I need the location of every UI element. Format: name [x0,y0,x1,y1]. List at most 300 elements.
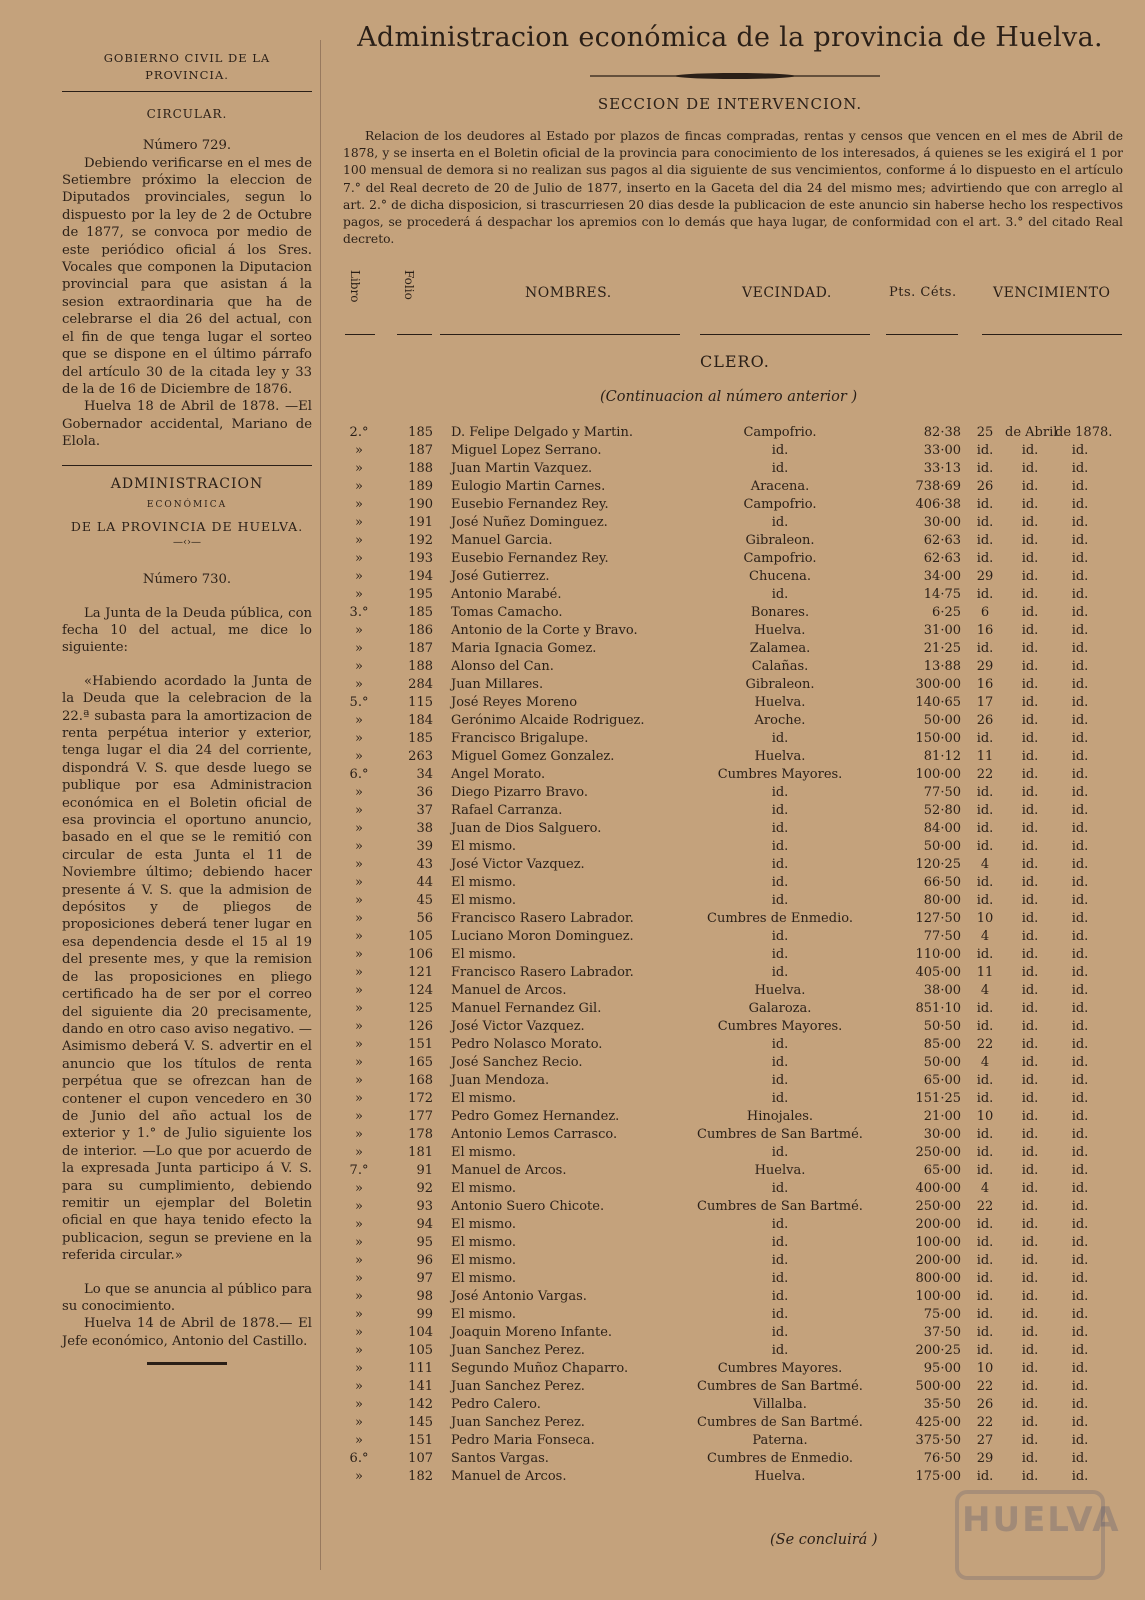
cell-vecindad: id. [771,839,789,854]
table-row [335,1217,1125,1235]
cell-mes: id. [1021,1235,1039,1250]
cell-vecindad: id. [771,1073,789,1088]
cell-ano: id. [1071,1127,1089,1142]
cell-folio: 44 [416,875,433,890]
cell-dia: 26 [976,479,994,494]
cell-pts: 250·00 [915,1199,961,1214]
table-row [335,1073,1125,1091]
cell-libro: » [355,533,363,548]
cell-ano: id. [1071,1343,1089,1358]
cell-libro: » [355,785,363,800]
cell-vecindad: id. [771,731,789,746]
cell-libro: » [355,623,363,638]
cell-nombre: Tomas Camacho. [451,605,563,620]
cell-nombre: Eulogio Martin Carnes. [451,479,606,494]
cell-folio: 194 [408,569,433,584]
cell-vecindad: Bonares. [750,605,810,620]
cell-folio: 172 [408,1091,433,1106]
cell-mes: id. [1021,641,1039,656]
cell-vecindad: Gibraleon. [745,533,815,548]
cell-vecindad: Campofrio. [743,425,817,440]
cell-pts: 14·75 [923,587,961,602]
cell-folio: 168 [408,1073,433,1088]
cell-pts: 200·00 [915,1253,961,1268]
cell-nombre: El mismo. [451,1091,516,1106]
table-row [335,1397,1125,1415]
cell-mes: id. [1021,857,1039,872]
cell-libro: » [355,1361,363,1376]
cell-ano: id. [1071,533,1089,548]
cell-dia: 4 [980,1055,990,1070]
cell-nombre: Juan Sanchez Perez. [451,1343,585,1358]
cell-mes: id. [1021,947,1039,962]
cell-libro: » [355,1469,363,1484]
table-row [335,1037,1125,1055]
cell-libro: » [355,1379,363,1394]
cell-folio: 188 [408,461,433,476]
cell-dia: id. [976,947,994,962]
cell-ano: id. [1071,1019,1089,1034]
category-title: CLERO. [700,352,770,371]
cell-pts: 35·50 [923,1397,961,1412]
cell-libro: » [355,1235,363,1250]
cell-dia: 11 [976,749,994,764]
cell-folio: 185 [408,731,433,746]
cell-libro: » [355,857,363,872]
cell-pts: 81·12 [923,749,961,764]
cell-vecindad: Aroche. [754,713,806,728]
cell-dia: 29 [976,1451,994,1466]
table-row [335,1055,1125,1073]
cell-nombre: Francisco Rasero Labrador. [451,965,634,980]
cell-mes: id. [1021,1451,1039,1466]
cell-ano: id. [1071,1217,1089,1232]
cell-ano: id. [1071,1073,1089,1088]
cell-libro: » [355,677,363,692]
cell-ano: id. [1071,1109,1089,1124]
cell-pts: 50·00 [923,713,961,728]
cell-nombre: El mismo. [451,947,516,962]
cell-ano: id. [1071,587,1089,602]
table-row [335,1163,1125,1181]
cell-libro: » [355,1091,363,1106]
cell-mes: id. [1021,623,1039,638]
cell-folio: 111 [408,1361,433,1376]
cell-ano: id. [1071,1325,1089,1340]
cell-nombre: Manuel de Arcos. [451,983,567,998]
left-end-rule [147,1362,227,1365]
table-row [335,1109,1125,1127]
cell-mes: id. [1021,983,1039,998]
table-row [335,1325,1125,1343]
table-row [335,425,1125,443]
cell-pts: 77·50 [923,785,961,800]
table-row [335,1253,1125,1271]
cell-nombre: Manuel Garcia. [451,533,553,548]
text-730-c: Lo que se anuncia al público para su conocimiento. [62,1281,312,1314]
cell-pts: 62·63 [923,551,961,566]
cell-ano: id. [1071,1091,1089,1106]
cell-nombre: Antonio Marabé. [451,587,562,602]
cell-nombre: Angel Morato. [451,767,546,782]
cell-libro: » [355,1415,363,1430]
cell-folio: 92 [416,1181,433,1196]
cell-pts: 52·80 [923,803,961,818]
cell-pts: 400·00 [915,1181,961,1196]
admin-subtitle-2: DE LA PROVINCIA DE HUELVA. [70,519,304,535]
cell-dia: 4 [980,983,990,998]
left-header-rule [62,91,312,92]
cell-libro: » [355,515,363,530]
cell-folio: 192 [408,533,433,548]
cell-ano: id. [1071,1289,1089,1304]
cell-folio: 188 [408,659,433,674]
cell-dia: id. [976,1001,994,1016]
cell-mes: id. [1021,605,1039,620]
table-row [335,605,1125,623]
cell-mes: id. [1021,1037,1039,1052]
page-title: Administracion económica de la provincia de Huelva. [357,22,1103,53]
cell-nombre: Antonio Lemos Carrasco. [451,1127,618,1142]
cell-nombre: El mismo. [451,1271,516,1286]
cell-vecindad: Campofrio. [743,551,817,566]
cell-ano: id. [1071,569,1089,584]
cell-nombre: Santos Vargas. [451,1451,549,1466]
cell-dia: id. [976,1307,994,1322]
cell-pts: 375·50 [915,1433,961,1448]
table-row [335,875,1125,893]
cell-ano: id. [1071,893,1089,908]
cell-folio: 263 [408,749,433,764]
cell-pts: 62·63 [923,533,961,548]
cell-nombre: Segundo Muñoz Chaparro. [451,1361,629,1376]
cell-vecindad: id. [771,1091,789,1106]
cell-pts: 33·00 [923,443,961,458]
cell-libro: » [355,713,363,728]
header-rule-vencimiento [982,334,1122,335]
table-row [335,641,1125,659]
cell-vecindad: id. [771,1271,789,1286]
table-row [335,785,1125,803]
cell-dia: 29 [976,569,994,584]
cell-ano: de 1878. [1055,425,1113,440]
cell-libro: » [355,641,363,656]
cell-ano: id. [1071,821,1089,836]
cell-libro: » [355,1145,363,1160]
cell-libro: » [355,1397,363,1412]
cell-nombre: José Nuñez Dominguez. [451,515,608,530]
sign-729: Huelva 18 de Abril de 1878. —El Gobernador accidental, Mariano de Elola. [62,399,312,450]
cell-nombre: Diego Pizarro Bravo. [451,785,589,800]
cell-nombre: José Sanchez Recio. [451,1055,583,1070]
watermark-text: HUELVA [962,1500,1121,1540]
cell-pts: 500·00 [915,1379,961,1394]
cell-mes: id. [1021,551,1039,566]
cell-folio: 185 [408,425,433,440]
cell-pts: 151·25 [915,1091,961,1106]
cell-dia: id. [976,731,994,746]
table-row [335,461,1125,479]
cell-nombre: Manuel de Arcos. [451,1163,567,1178]
cell-ano: id. [1071,713,1089,728]
cell-mes: id. [1021,821,1039,836]
cell-nombre: Pedro Calero. [451,1397,541,1412]
circular-title: CIRCULAR. [146,106,228,121]
cell-mes: id. [1021,911,1039,926]
cell-nombre: El mismo. [451,1181,516,1196]
cell-ano: id. [1071,623,1089,638]
cell-pts: 127·50 [915,911,961,926]
cell-dia: id. [976,1289,994,1304]
cell-mes: id. [1021,839,1039,854]
cell-vecindad: Galaroza. [748,1001,812,1016]
cell-pts: 21·00 [923,1109,961,1124]
cell-ano: id. [1071,839,1089,854]
cell-mes: id. [1021,875,1039,890]
cell-mes: id. [1021,1217,1039,1232]
cell-dia: 16 [976,623,994,638]
text-730-b: «Habiendo acordado la Junta de la Deuda que la celebracion de la 22.ª subasta para la amortizacion de renta perpétua interior y exterior, tenga lugar el dia 24 del corriente, dispondrá V. S. que desde luego se publique por esa Administracion económica en el Boletin oficial de esa provincia el oportuno anuncio, basado en el que se le remitió con circular de esta Junta el 11 de Noviembre último; debiendo hacer presente á V. S. que la admision de depósitos y de pliegos de proposiciones deberá tener lugar en esa dependencia desde el 15 al 19 del presente mes, y que la remision de las proposiciones en pliego certificado ha de ser por el correo del siguiente dia 20 precisamente, dando en otro caso aviso negativo. —Asimismo deberá V. S. advertir en el anuncio que los títulos de renta perpétua que se ofrezcan han de contener el cupon vencedero en 30 de Junio del año actual los de exterior y 1.° de Julio siguiente los de interior. —Lo que por acuerdo de la expresada Junta participo á V. S. para su cumplimiento, debiendo remitir un ejemplar del Boletin oficial en que haya tenido efecto la publicacion, segun se previene en la referida circular.» [62,673,312,1264]
cell-nombre: Luciano Moron Dominguez. [451,929,634,944]
cell-pts: 250·00 [915,1145,961,1160]
cell-dia: id. [976,1217,994,1232]
cell-folio: 191 [408,515,433,530]
cell-dia: id. [976,551,994,566]
cell-pts: 65·00 [923,1073,961,1088]
table-row [335,965,1125,983]
cell-vecindad: id. [771,587,789,602]
cell-vecindad: id. [771,1289,789,1304]
cell-ano: id. [1071,1469,1089,1484]
cell-vecindad: id. [771,875,789,890]
footer-note: (Se concluirá ) [770,1532,878,1548]
cell-ano: id. [1071,695,1089,710]
cell-vecindad: Paterna. [752,1433,808,1448]
cell-vecindad: id. [771,947,789,962]
cell-libro: » [355,1433,363,1448]
cell-libro: » [355,803,363,818]
cell-ano: id. [1071,857,1089,872]
cell-mes: id. [1021,1127,1039,1142]
cell-dia: id. [976,893,994,908]
cell-vecindad: id. [771,1325,789,1340]
cell-dia: id. [976,515,994,530]
cell-nombre: Alonso del Can. [451,659,554,674]
cell-libro: » [355,1001,363,1016]
cell-mes: id. [1021,1109,1039,1124]
cell-nombre: Pedro Maria Fonseca. [451,1433,595,1448]
cell-nombre: Juan Millares. [451,677,544,692]
cell-libro: » [355,731,363,746]
cell-pts: 6·25 [932,605,961,620]
cell-pts: 100·00 [915,1235,961,1250]
cell-mes: id. [1021,443,1039,458]
cell-mes: id. [1021,1019,1039,1034]
cell-libro: » [355,1343,363,1358]
cell-dia: id. [976,461,994,476]
cell-dia: id. [976,1325,994,1340]
cell-dia: 22 [976,767,994,782]
cell-ano: id. [1071,515,1089,530]
cell-vecindad: id. [771,1037,789,1052]
cell-mes: id. [1021,767,1039,782]
cell-ano: id. [1071,1397,1089,1412]
table-row [335,893,1125,911]
cell-libro: » [355,821,363,836]
cell-vecindad: id. [771,785,789,800]
header-rule-libro [345,334,375,335]
cell-mes: id. [1021,569,1039,584]
admin-subtitle: ECONÓMICA [146,499,228,510]
cell-dia: id. [976,1235,994,1250]
cell-dia: id. [976,1469,994,1484]
cell-vecindad: Huelva. [754,623,806,638]
cell-nombre: Gerónimo Alcaide Rodriguez. [451,713,645,728]
table-row [335,839,1125,857]
cell-ano: id. [1071,605,1089,620]
cell-dia: id. [976,1343,994,1358]
cell-dia: id. [976,533,994,548]
cell-folio: 125 [408,1001,433,1016]
cell-nombre: Antonio de la Corte y Bravo. [451,623,638,638]
cell-nombre: Juan Mendoza. [451,1073,550,1088]
cell-ano: id. [1071,1451,1089,1466]
cell-ano: id. [1071,1145,1089,1160]
cell-nombre: Joaquin Moreno Infante. [451,1325,613,1340]
cell-folio: 195 [408,587,433,602]
table-row [335,1199,1125,1217]
cell-dia: id. [976,1271,994,1286]
cell-dia: 22 [976,1379,994,1394]
cell-folio: 177 [408,1109,433,1124]
admin-title: ADMINISTRACION [110,475,264,492]
cell-vecindad: id. [771,1055,789,1070]
cell-mes: id. [1021,587,1039,602]
header-nombres: NOMBRES. [525,285,612,301]
cell-vecindad: Aracena. [750,479,810,494]
cell-vecindad: id. [771,929,789,944]
cell-nombre: Juan Sanchez Perez. [451,1379,585,1394]
cell-pts: 110·00 [915,947,961,962]
table-row [335,1091,1125,1109]
cell-folio: 37 [416,803,433,818]
cell-dia: 10 [976,911,994,926]
cell-mes: id. [1021,479,1039,494]
cell-pts: 800·00 [915,1271,961,1286]
cell-nombre: El mismo. [451,1307,516,1322]
table-row [335,713,1125,731]
cell-folio: 105 [408,929,433,944]
table-row [335,911,1125,929]
table-row [335,1451,1125,1469]
table-row [335,515,1125,533]
cell-pts: 50·50 [923,1019,961,1034]
cell-mes: id. [1021,731,1039,746]
cell-ano: id. [1071,1361,1089,1376]
cell-nombre: José Reyes Moreno [451,695,578,710]
cell-mes: id. [1021,965,1039,980]
cell-nombre: El mismo. [451,893,516,908]
cell-vecindad: Huelva. [754,749,806,764]
cell-vecindad: Cumbres de San Bartmé. [697,1379,863,1394]
cell-folio: 95 [416,1235,433,1250]
cell-dia: id. [976,497,994,512]
cell-mes: id. [1021,1433,1039,1448]
cell-dia: id. [976,1163,994,1178]
cell-ano: id. [1071,641,1089,656]
cell-mes: id. [1021,1361,1039,1376]
cell-ano: id. [1071,1163,1089,1178]
cell-folio: 178 [408,1127,433,1142]
cell-folio: 193 [408,551,433,566]
table-row [335,749,1125,767]
cell-ano: id. [1071,767,1089,782]
cell-folio: 96 [416,1253,433,1268]
cell-dia: 22 [976,1199,994,1214]
cell-vecindad: id. [771,515,789,530]
cell-vecindad: Cumbres de San Bartmé. [697,1127,863,1142]
cell-nombre: El mismo. [451,1253,516,1268]
cell-libro: » [355,1307,363,1322]
numero-730: Número 730. [142,572,232,588]
cell-pts: 65·00 [923,1163,961,1178]
cell-ano: id. [1071,731,1089,746]
cell-pts: 140·65 [915,695,961,710]
cell-nombre: Miguel Gomez Gonzalez. [451,749,615,764]
cell-folio: 34 [416,767,433,782]
cell-vecindad: Huelva. [754,983,806,998]
cell-folio: 124 [408,983,433,998]
cell-pts: 84·00 [923,821,961,836]
header-folio: Folio [402,270,416,300]
cell-pts: 95·00 [923,1361,961,1376]
cell-pts: 175·00 [915,1469,961,1484]
cell-dia: 10 [976,1109,994,1124]
cell-vecindad: Zalamea. [749,641,811,656]
cell-mes: id. [1021,1289,1039,1304]
cell-vecindad: Huelva. [754,1469,806,1484]
cell-pts: 50·00 [923,1055,961,1070]
header-libro: Libro [348,270,362,303]
cell-mes: id. [1021,1091,1039,1106]
cell-libro: 6.° [349,767,369,782]
cell-vecindad: id. [771,821,789,836]
cell-nombre: José Gutierrez. [451,569,550,584]
cell-libro: » [355,1199,363,1214]
cell-vecindad: id. [771,1145,789,1160]
cell-dia: id. [976,803,994,818]
table-row [335,1235,1125,1253]
cell-pts: 82·38 [923,425,961,440]
table-row [335,803,1125,821]
cell-pts: 34·00 [923,569,961,584]
cell-folio: 39 [416,839,433,854]
cell-pts: 406·38 [915,497,961,512]
cell-folio: 106 [408,947,433,962]
cell-vecindad: Calañas. [751,659,809,674]
table-row [335,569,1125,587]
cell-vecindad: Villalba. [753,1397,807,1412]
cell-pts: 425·00 [915,1415,961,1430]
cell-dia: 10 [976,1361,994,1376]
numero-729: Número 729. [142,138,232,154]
cell-ano: id. [1071,947,1089,962]
cell-dia: id. [976,1145,994,1160]
cell-vecindad: Chucena. [749,569,811,584]
cell-libro: » [355,587,363,602]
cell-pts: 37·50 [923,1325,961,1340]
cell-folio: 184 [408,713,433,728]
